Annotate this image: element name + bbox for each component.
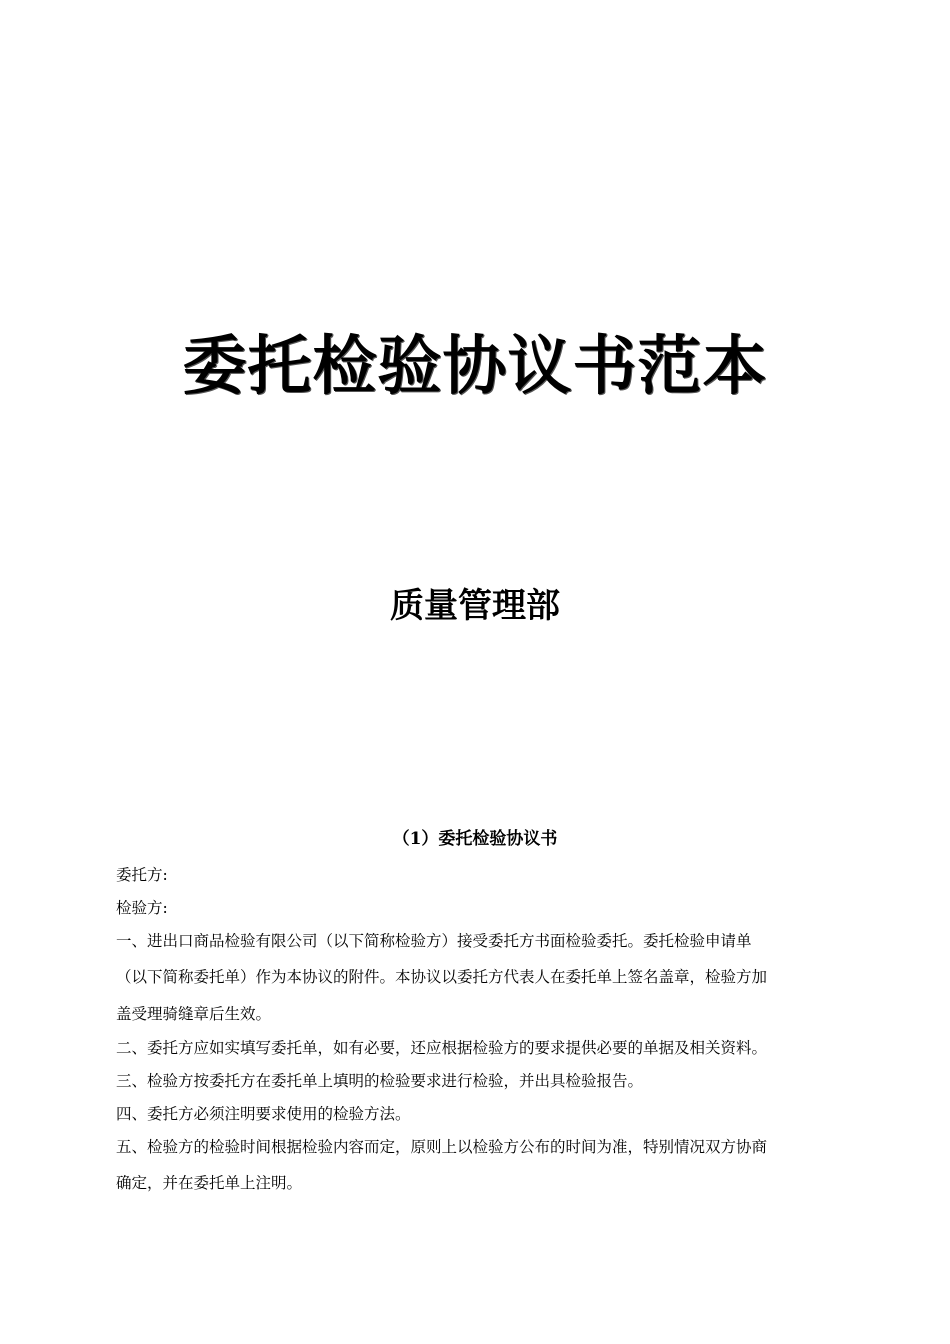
clause-5-line-1: 五、检验方的检验时间根据检验内容而定，原则上以检验方公布的时间为准，特别情况双方协商 xyxy=(116,1138,768,1156)
document-title: 委托检验协议书范本 xyxy=(182,329,768,404)
clause-4-line: 四、委托方必须注明要求使用的检验方法。 xyxy=(116,1105,411,1123)
clause-1-line-3: 盖受理骑缝章后生效。 xyxy=(116,1005,272,1023)
entrusting-party-line: 委托方: xyxy=(116,866,168,884)
section-title: （1）委托检验协议书 xyxy=(392,829,558,849)
department-name: 质量管理部 xyxy=(390,586,560,626)
clause-1-line-2: （以下简称委托单）作为本协议的附件。本协议以委托方代表人在委托单上签名盖章，检验方加 xyxy=(116,968,768,986)
clause-2-line: 二、委托方应如实填写委托单，如有必要，还应根据检验方的要求提供必要的单据及相关资料。 xyxy=(116,1039,768,1057)
clause-3-line: 三、检验方按委托方在委托单上填明的检验要求进行检验，并出具检验报告。 xyxy=(116,1072,644,1090)
clause-1-line-1: 一、进出口商品检验有限公司（以下简称检验方）接受委托方书面检验委托。委托检验申请单 xyxy=(116,932,752,950)
inspecting-party-line: 检验方: xyxy=(116,899,168,917)
clause-5-line-2: 确定，并在委托单上注明。 xyxy=(116,1174,303,1192)
